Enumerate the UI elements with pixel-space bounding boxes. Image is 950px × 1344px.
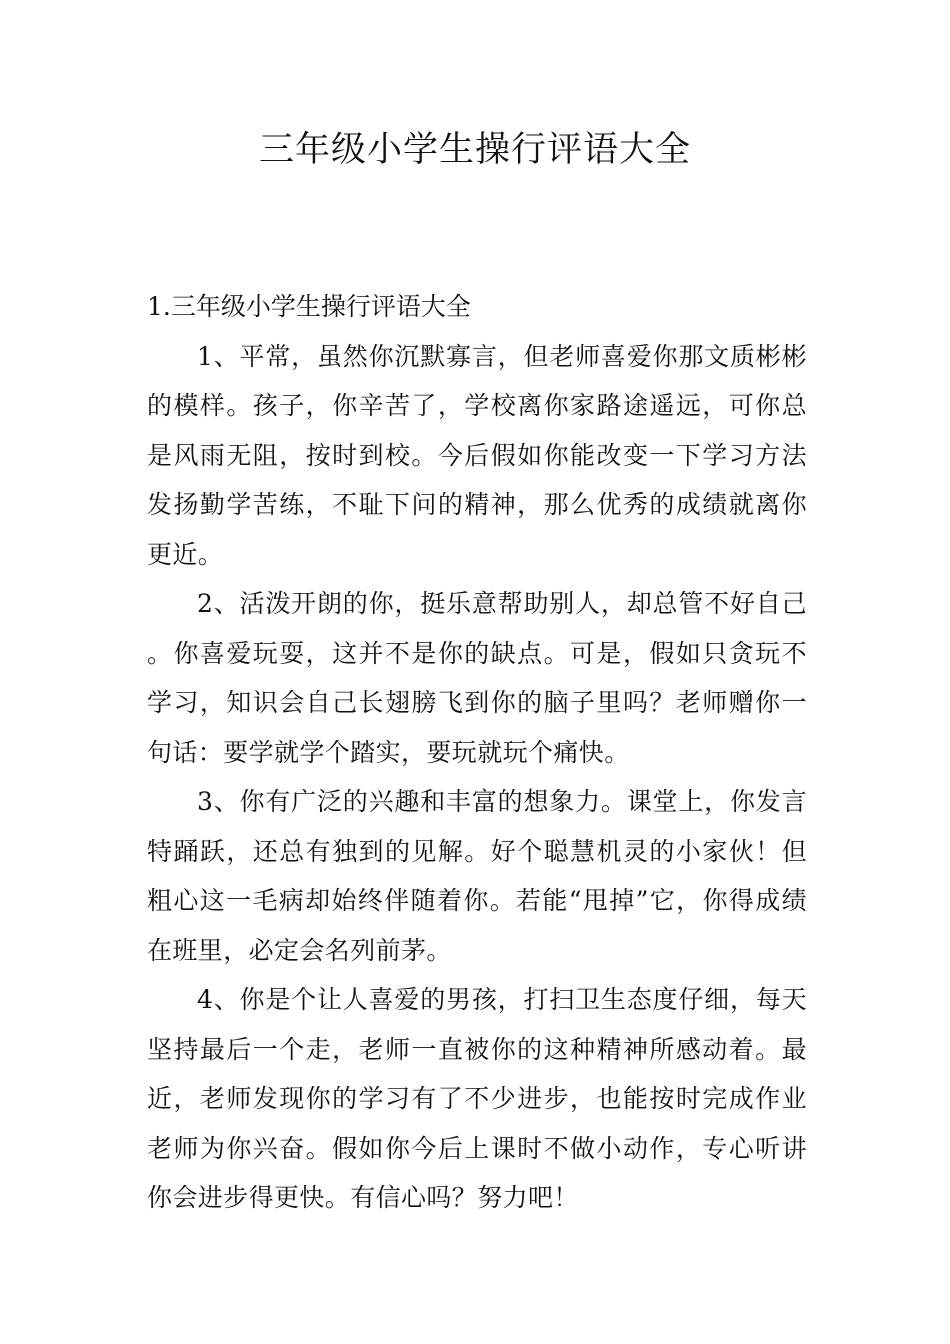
comment-paragraph-3: 3、你有广泛的兴趣和丰富的想象力。课堂上，你发言特踊跃，还总有独到的见解。好个聪慧机灵的小家伙！但粗心这一毛病却始终伴随着你。若能“甩掉”它，你得成绩在班里，必定会名列前茅。 xyxy=(147,787,807,965)
comment-paragraph-4: 4、你是个让人喜爱的男孩，打扫卫生态度仔细，每天坚持最后一个走，老师一直被你的这种精神所感动着。最近，老师发现你的学习有了不少进步，也能按时完成作业老师为你兴奋。假如你今后上课时不做小动作，专心听讲你会进步得更快。有信心吗？努力吧！ xyxy=(147,985,807,1212)
comment-paragraph-1: 1、平常，虽然你沉默寡言，但老师喜爱你那文质彬彬的模样。孩子，你辛苦了，学校离你家路途遥远，可你总是风雨无阻，按时到校。今后假如你能改变一下学习方法发扬勤学苦练，不耻下问的精神，那么优秀的成绩就离你更近。 xyxy=(147,341,807,569)
document-body xyxy=(147,282,807,1223)
section-heading: 1.三年级小学生操行评语大全 xyxy=(147,292,471,321)
comment-paragraph-2: 2、活泼开朗的你，挺乐意帮助别人，却总管不好自己。你喜爱玩耍，这并不是你的缺点。可是，假如只贪玩不学习，知识会自己长翅膀飞到你的脑子里吗？老师赠你一句话：要学就学个踏实，要玩就玩个痛快。 xyxy=(147,589,807,767)
document-title: 三年级小学生操行评语大全 xyxy=(258,130,691,170)
